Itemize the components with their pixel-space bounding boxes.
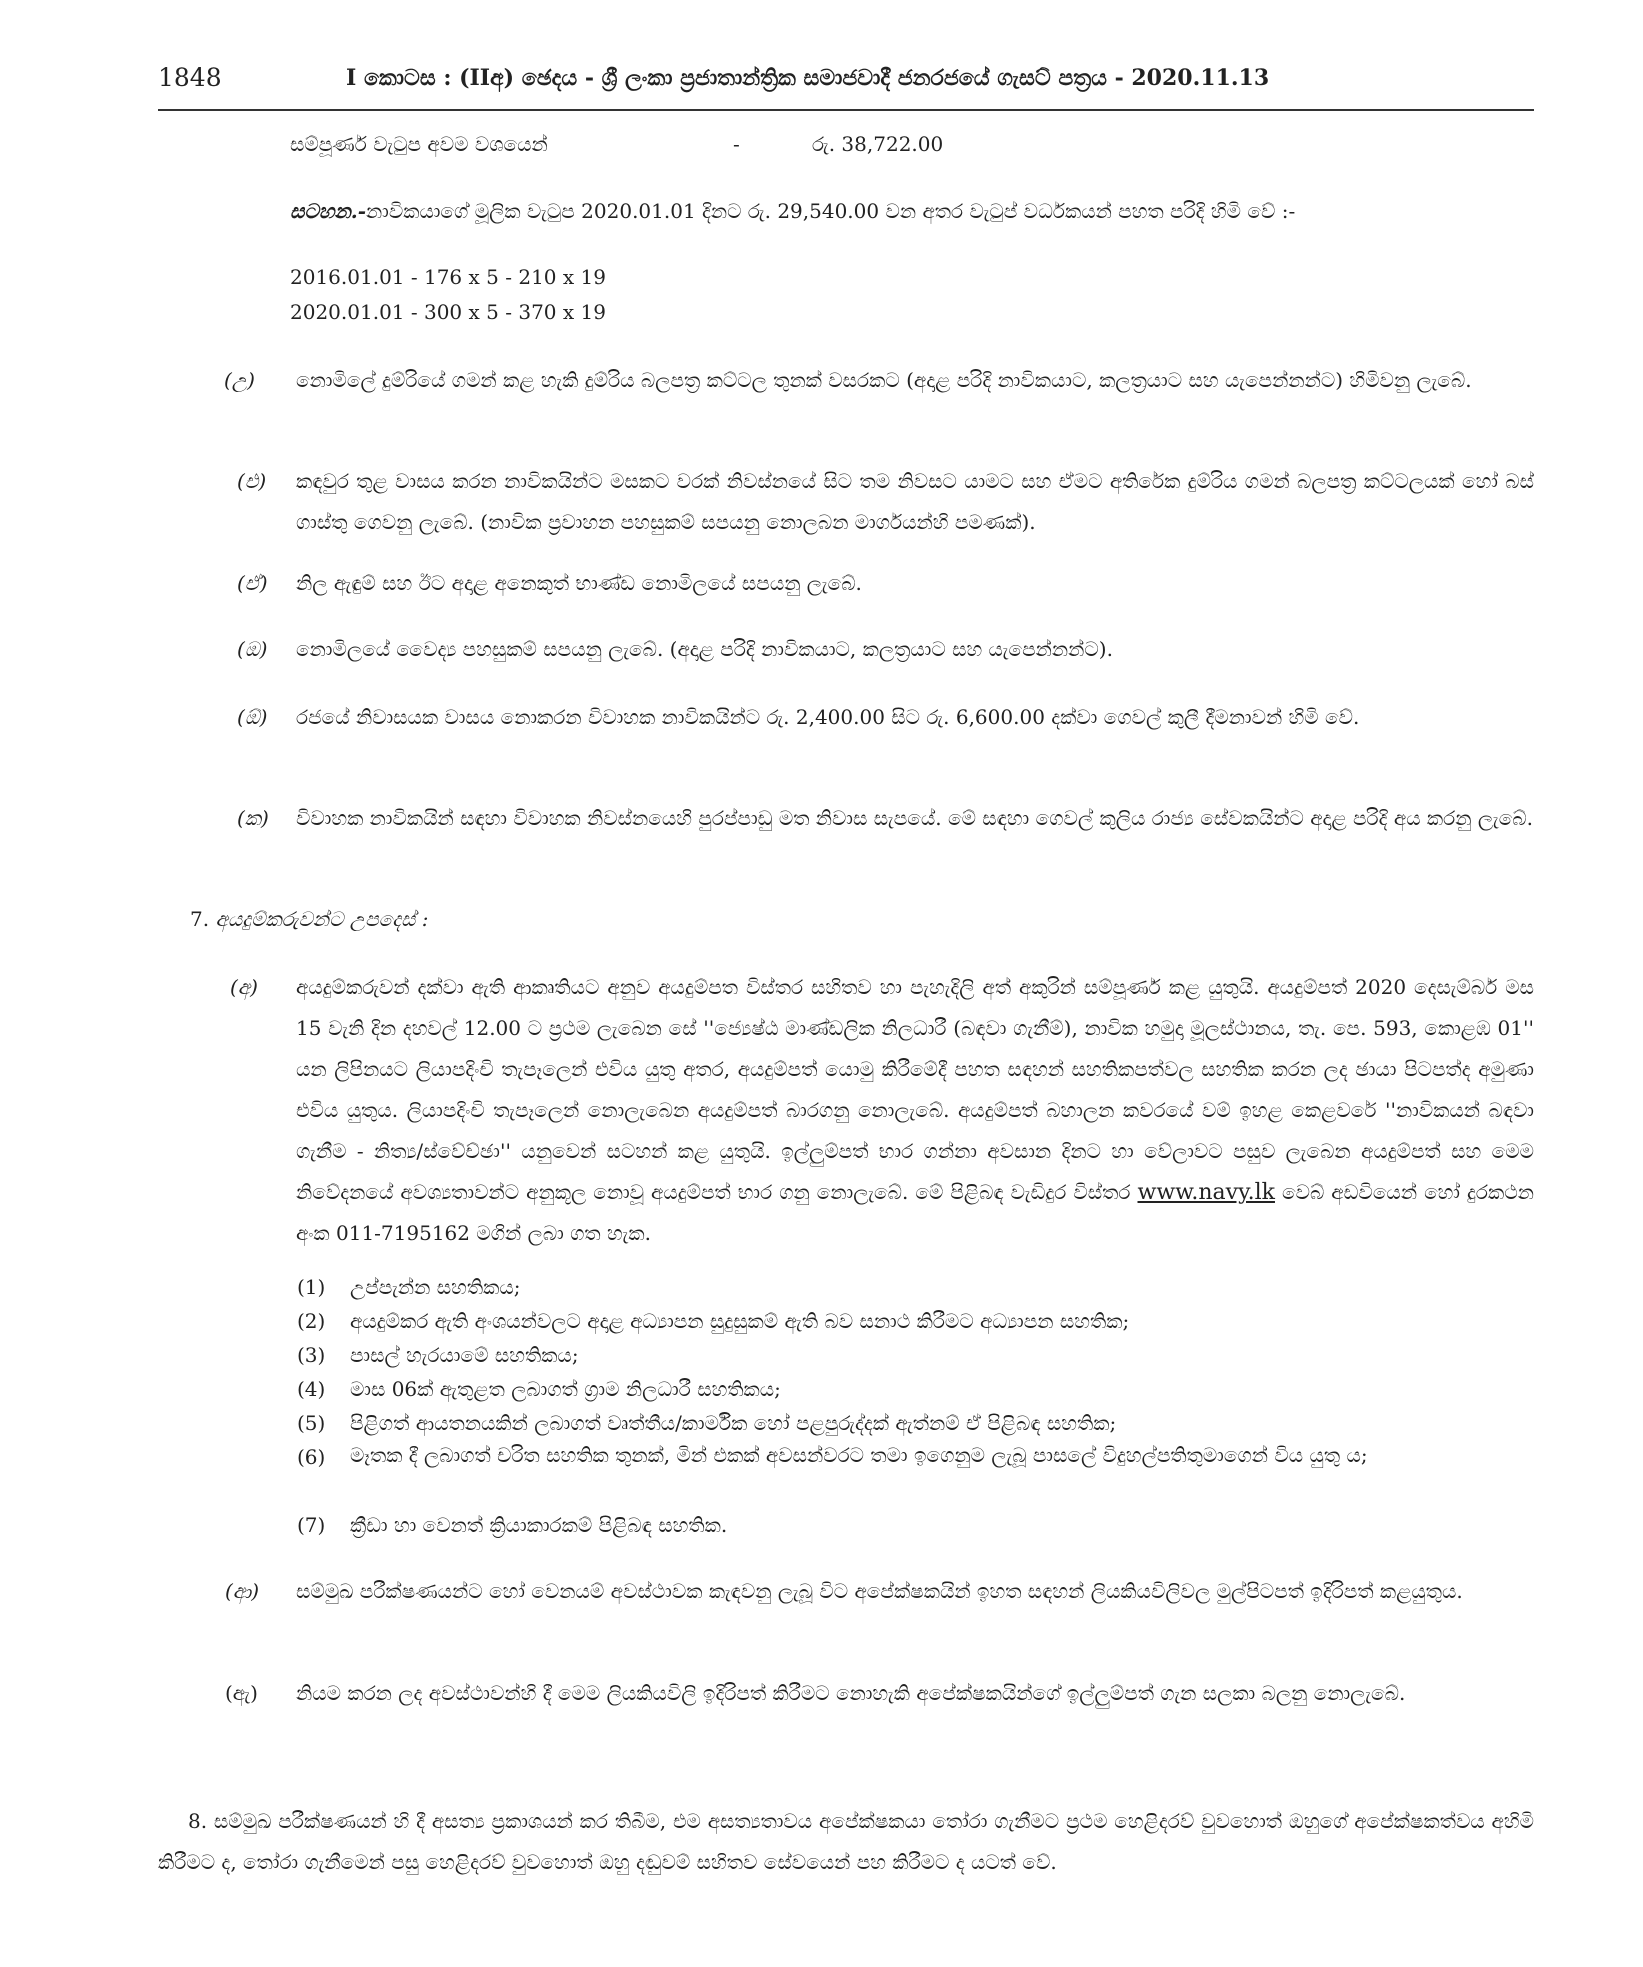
increment-scale-2020: 2020.01.01 - 300 x 5 - 370 x 19 bbox=[290, 300, 606, 324]
certificate-number: (5) bbox=[297, 1411, 326, 1435]
salary-note bbox=[290, 191, 1534, 232]
certificate-item: ක්‍රීඩා හා වෙනත් ක්‍රියාකාරකම් පිළිබඳ සහතික. bbox=[350, 1513, 728, 1537]
instruction-marker: (අ) bbox=[230, 975, 258, 999]
note-label: සටහන.- bbox=[290, 199, 367, 223]
section-7-heading bbox=[190, 899, 429, 940]
certificate-item: මාස 06ක් ඇතුළත ලබාගත් ග්‍රාම නිලධාරී සහතිකය; bbox=[350, 1377, 781, 1401]
instructions-contact: වෙබ් අඩවියෙන් හෝ දුරකථන අංක 011-7195162 මගින් ලබා ගත හැක. bbox=[296, 1180, 1534, 1245]
salary-dash: - bbox=[733, 132, 740, 156]
certificate-item: මෑතක දී ලබාගත් චරිත සහතික තුනක්, මින් එකක් අවසන්වරට තමා ඉගෙනුම ලැබූ පාසලේ විදුහල්පතිතුමාගෙන් විය යුතු ය; bbox=[350, 1443, 1368, 1467]
section-8-paragraph: 8. සම්මුඛ පරීක්ෂණයන් හි දී අසත්‍ය ප්‍රකාශයන් කර තිබීම, එම අසත්‍යතාවය අපේක්ෂකයා තෝරා ගැනීමට ප්‍රථම හෙළිදරව් වුවහොත් ඔහුගේ අපේක්ෂකත්වය අහිමි කිරීමට ද, තෝරා ගැනීමෙන් පසු හෙළිදරව් වුවහොත් ඔහු දඬුවම් සහිතව සේවයෙන් පහ කිරීමට ද යටත් වේ. bbox=[158, 1809, 1534, 1874]
page-number: 1848 bbox=[158, 63, 222, 92]
benefit-marker: (ඔ) bbox=[237, 637, 268, 661]
gazette-title: I කොටස : (IIඅ) ඡෙදය - ශ්‍රී ලංකා ප්‍රජාතාන්ත්‍රික සමාජවාදී ජනරජයේ ගැසට් පත්‍රය - 2020.11.13 bbox=[346, 65, 1270, 91]
benefit-marker: (උ) bbox=[224, 368, 255, 392]
instruction-marker: (ආ) bbox=[225, 1579, 260, 1603]
benefit-item: විවාහක නාවිකයින් සඳහා විවාහක නිවස්නයෙහි පුරප්පාඩු මත නිවාස සැපයේ. මේ සඳහා ගෙවල් කුලිය රාජ්‍ය සේවකයින්ට අදාළ පරිදි අය කරනු ලැබේ. bbox=[296, 806, 1533, 830]
salary-label: සම්පූර්ණ වැටුප අවම වශයෙන් bbox=[290, 132, 548, 156]
certificate-number: (4) bbox=[297, 1377, 326, 1401]
benefit-marker: (එ) bbox=[237, 469, 267, 493]
interview-documents-note: සම්මුඛ පරීක්ෂණයන්ට හෝ වෙනයම් අවස්ථාවක කැඳවනු ලැබූ විට අපේක්ෂකයින් ඉහත සඳහන් ලියකියවිලිවල මුල්පිටපත් ඉදිරිපත් කළයුතුය. bbox=[296, 1579, 1463, 1603]
section-number: 7. bbox=[190, 907, 210, 931]
certificate-item: පිළිගත් ආයතනයකින් ලබාගත් වෘත්තීය/කාර්මික හෝ පළපුරුද්දක් ඇත්නම් ඒ පිළිබඳ සහතික; bbox=[350, 1411, 1117, 1435]
note-text: නාවිකයාගේ මූලික වැටුප 2020.01.01 දිනට රු. 29,540.00 වන අතර වැටුප් වර්ධකයන් පහත පරිදි හිමි වේ :- bbox=[366, 199, 1296, 223]
benefit-item: නොමිලේ දුම්රියේ ගමන් කළ හැකි දුම්රිය බලපත්‍ර කට්ටල තුනක් වසරකට (අදාළ පරිදි නාවිකයාට, කලත්‍රයාට සහ යැපෙන්නන්ට) හිමිවනු ලැබේ. bbox=[296, 368, 1472, 392]
instructions-text: අයදුම්කරුවන් දක්වා ඇති ආකෘතියට අනුව අයදුම්පත විස්තර සහිතව හා පැහැදිලි අත් අකුරින් සම්පූර්ණ කළ යුතුයි. අයදුම්පත් 2020 දෙසැම්බර් මස 15 වැනි දින දහවල් 12.00 ට ප්‍රථම ලැබෙන සේ ''ජ්‍යෙෂ්ඨ මාණ්ඩලික නිලධාරී (බඳවා ගැනීම්), නාවික හමුදා මූලස්ථානය, තැ. පෙ. 593, කොළඹ 01'' යන ලිපිනයට ලියාපදිංචි තැපෑලෙන් එවිය යුතු අතර, අයදුම්පත් යොමු කිරීමේදී පහත සඳහන් සහතිකපත්වල සහතික කරන ලද ඡායා පිටපත්ද අමුණා එවිය යුතුය. ලියාපදිංචි තැපෑලෙන් නොලැබෙන අයදුම්පත් බාරගනු නොලැබේ. අයදුම්පත් බහාලන කවරයේ වම් ඉහළ කෙළවරේ ''නාවිකයන් බඳවා ගැනීම - නිත්‍ය/ස්වේච්ඡා'' යනුවෙන් සටහන් කළ යුතුයි. ඉල්ලුම්පත් භාර ගන්නා අවසාන දිනට හා වේලාවට පසුව ලැබෙන අයදුම්පත් සහ මෙම නිවේදනයේ අවශ්‍යතාවන්ට අනුකූල නොවූ අයදුම්පත් භාර ගනු නොලැබේ. මේ පිළිබඳ වැඩිදුර විස්තර bbox=[296, 975, 1534, 1204]
salary-amount: රු. 38,722.00 bbox=[812, 132, 944, 156]
benefit-marker: (ඒ) bbox=[237, 571, 268, 595]
navy-website-link[interactable]: www.navy.lk bbox=[1137, 1180, 1275, 1205]
certificate-number: (6) bbox=[297, 1445, 326, 1469]
missing-documents-note: නියම කරන ලද අවස්ථාවන්හි දී මෙම ලියකියවිලි ඉදිරිපත් කිරීමට නොහැකි අපේක්ෂකයින්ගේ ඉල්ලුම්පත් ගැන සලකා බලනු නොලැබේ. bbox=[296, 1681, 1406, 1705]
certificate-item: උප්පැන්න සහතිකය; bbox=[350, 1275, 521, 1299]
certificate-number: (7) bbox=[297, 1513, 326, 1537]
certificate-item: අයදුම්කර ඇති අංශයන්වලට අදාළ අධ්‍යාපන සුදුසුකම් ඇති බව සනාථ කිරීමට අධ්‍යාපන සහතික; bbox=[350, 1309, 1130, 1333]
benefit-item: කඳවුර තුළ වාසය කරන නාවිකයින්ට මසකට වරක් නිවස්නයේ සිට තම නිවසට යාමට සහ ඒමට අතිරේක දුම්රිය ගමන් බලපත්‍ර කට්ටලයක් හෝ බස් ගාස්තු ගෙවනු ලැබේ. (නාවික ප්‍රවාහන පහසුකම් සපයනු නොලබන මාර්ගයන්හි පමණක්). bbox=[296, 469, 1534, 534]
instruction-marker: (ඇ) bbox=[225, 1681, 258, 1705]
section-title: අයදුම්කරුවන්ට උපදෙස් : bbox=[215, 907, 429, 931]
benefit-marker: (ඕ) bbox=[237, 705, 268, 729]
increment-scale-2016: 2016.01.01 - 176 x 5 - 210 x 19 bbox=[290, 265, 606, 289]
benefit-item: නිල ඇඳුම් සහ ඊට අදාළ අනෙකුත් භාණ්ඩ නොමිලයේ සපයනු ලැබේ. bbox=[296, 571, 862, 595]
page-header bbox=[158, 55, 1534, 105]
certificate-number: (1) bbox=[297, 1275, 326, 1299]
benefit-marker: (ක) bbox=[237, 806, 269, 830]
application-instructions bbox=[296, 967, 1534, 1254]
benefit-item: නොමිලයේ වෛද්‍ය පහසුකම් සපයනු ලැබේ. (අදාළ පරිදි නාවිකයාට, කලත්‍රයාට සහ යැපෙන්නන්ට). bbox=[296, 637, 1113, 661]
certificate-number: (2) bbox=[297, 1309, 326, 1333]
benefit-item: රජයේ නිවාසයක වාසය නොකරන විවාහක නාවිකයින්ට රු. 2,400.00 සිට රු. 6,600.00 දක්වා ගෙවල් කුලී දීමනාවන් හිමි වේ. bbox=[296, 705, 1360, 729]
header-divider bbox=[158, 109, 1534, 111]
certificate-item: පාසල් හැරයාමේ සහතිකය; bbox=[350, 1343, 579, 1367]
certificate-number: (3) bbox=[297, 1343, 326, 1367]
